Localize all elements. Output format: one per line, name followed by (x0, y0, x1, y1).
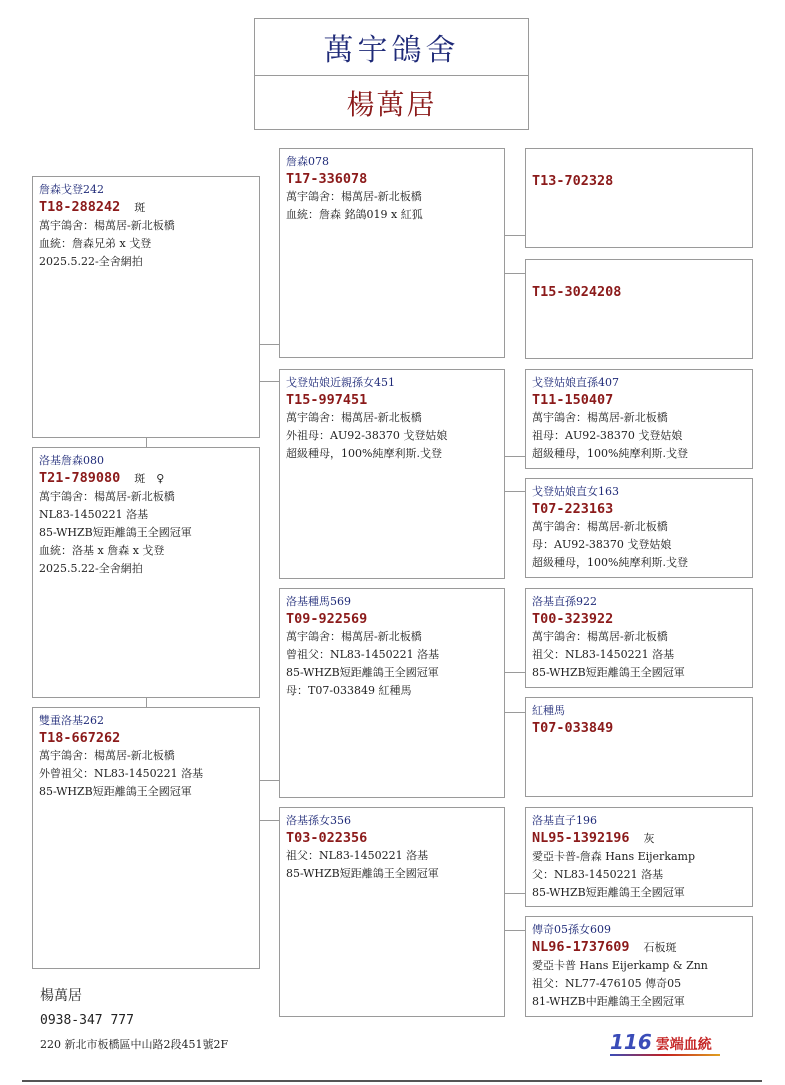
ring-number: T03-022356 (286, 830, 368, 846)
info-line: 萬宇鴿舍：楊萬居-新北板橋 (39, 219, 175, 232)
ancestor-card-6 (525, 697, 753, 797)
pigeon-name: 紅種馬 (532, 704, 565, 717)
connector (504, 273, 525, 274)
info-line: 祖父：NL77-476105 傳奇05 (532, 977, 682, 990)
info-line: 85-WHZB短距離鴿王全國冠軍 (39, 526, 192, 539)
info-line: 父：NL83-1450221 洛基 (532, 868, 664, 881)
pigeon-name: 戈登姑娘直孫407 (532, 376, 619, 389)
pigeon-name: 洛基孫女356 (286, 814, 351, 827)
info-line: 超級種母，100%純摩利斯.戈登 (286, 447, 442, 460)
color-mark: 斑 ♀ (134, 472, 165, 485)
info-line: 血統：洛基 x 詹森 x 戈登 (39, 544, 165, 557)
logo-number: 116 (610, 1030, 652, 1054)
ring-number: T09-922569 (286, 611, 368, 627)
color-mark: 石板斑 (643, 941, 677, 954)
info-line: 血統：詹森兄弟 x 戈登 (39, 237, 152, 250)
pigeon-name: 傳奇05孫女609 (532, 923, 611, 936)
info-line: 萬宇鴿舍：楊萬居-新北板橋 (532, 520, 668, 533)
contact-phone: 0938-347 777 (40, 1013, 134, 1028)
connector (146, 697, 147, 707)
pedigree-header (254, 18, 529, 130)
connector (259, 344, 279, 345)
info-line: 祖父：NL83-1450221 洛基 (532, 648, 675, 661)
sire-dam-card (279, 369, 505, 579)
info-line: 85-WHZB短距離鴿王全國冠軍 (286, 867, 439, 880)
owner-name: 楊萬居 (346, 88, 437, 121)
ring-number: NL96-1737609 石板斑 (532, 939, 677, 955)
brand-logo (610, 1030, 720, 1054)
contact-address: 220 新北市板橋區中山路2段451號2F (40, 1038, 229, 1051)
ancestor-card-2 (525, 259, 753, 359)
color-mark: 灰 (643, 832, 655, 845)
info-line: 曾祖父：NL83-1450221 洛基 (286, 648, 440, 661)
pigeon-name: 洛基種馬569 (286, 595, 351, 608)
dam-dam-parent-card (279, 807, 505, 1017)
info-line: 血統：詹森 銘鴿019 x 紅狐 (286, 208, 423, 221)
connector (504, 235, 525, 236)
info-line: 祖母：AU92-38370 戈登姑娘 (532, 429, 683, 442)
ring-number: T07-033849 (532, 720, 614, 736)
info-line: 母：T07-033849 紅種馬 (286, 684, 412, 697)
info-line: NL83-1450221 洛基 (39, 508, 149, 521)
ancestor-card-8 (525, 916, 753, 1017)
ring-number: T00-323922 (532, 611, 614, 627)
info-line: 萬宇鴿舍：楊萬居-新北板橋 (286, 411, 422, 424)
info-line: 萬宇鴿舍：楊萬居-新北板橋 (39, 490, 175, 503)
connector (504, 712, 525, 713)
ancestor-card-3 (525, 369, 753, 469)
ring-number: T15-997451 (286, 392, 368, 408)
connector (504, 672, 525, 673)
info-line: 85-WHZB短距離鴿王全國冠軍 (286, 666, 439, 679)
pigeon-name: 詹森戈登242 (39, 183, 104, 196)
ancestor-card-7 (525, 807, 753, 907)
dam-dam-card (32, 707, 260, 969)
info-line: 祖父：NL83-1450221 洛基 (286, 849, 429, 862)
pigeon-name: 洛基直子196 (532, 814, 597, 827)
subject-card (32, 176, 260, 438)
pigeon-name: 戈登姑娘直女163 (532, 485, 619, 498)
pigeon-name: 洛基直孫922 (532, 595, 597, 608)
ancestor-card-5 (525, 588, 753, 688)
info-line: 2025.5.22-全舍網拍 (39, 562, 143, 575)
ring-number: T13-702328 (532, 173, 614, 189)
connector (259, 381, 279, 382)
loft-name: 萬宇鴿舍 (255, 19, 528, 76)
info-line: 萬宇鴿舍：楊萬居-新北板橋 (532, 630, 668, 643)
connector (259, 820, 279, 821)
connector (504, 456, 525, 457)
color-mark: 斑 (134, 201, 146, 214)
info-line: 超級種母，100%純摩利斯.戈登 (532, 556, 688, 569)
info-line: 愛亞卡普 Hans Eijerkamp & Znn (532, 959, 708, 972)
info-line: 2025.5.22-全舍網拍 (39, 255, 143, 268)
bottom-divider (22, 1080, 762, 1082)
ring-number: T18-288242 斑 (39, 199, 146, 215)
info-line: 85-WHZB短距離鴿王全國冠軍 (39, 785, 192, 798)
info-line: 超級種母，100%純摩利斯.戈登 (532, 447, 688, 460)
info-line: 外曾祖父：NL83-1450221 洛基 (39, 767, 204, 780)
dam-sire-card (279, 588, 505, 798)
ring-number: T07-223163 (532, 501, 614, 517)
info-line: 萬宇鴿舍：楊萬居-新北板橋 (39, 749, 175, 762)
ring-number: T11-150407 (532, 392, 614, 408)
info-line: 母：AU92-38370 戈登姑娘 (532, 538, 672, 551)
ancestor-card-4 (525, 478, 753, 578)
info-line: 85-WHZB短距離鴿王全國冠軍 (532, 886, 685, 899)
pigeon-name: 洛基詹森080 (39, 454, 104, 467)
info-line: 81-WHZB中距離鴿王全國冠軍 (532, 995, 685, 1008)
sire-card (279, 148, 505, 358)
logo-text: 雲端血統 (655, 1037, 712, 1053)
info-line: 萬宇鴿舍：楊萬居-新北板橋 (286, 630, 422, 643)
info-line: 外祖母：AU92-38370 戈登姑娘 (286, 429, 448, 442)
connector (259, 780, 279, 781)
ring-number: NL95-1392196 灰 (532, 830, 655, 846)
connector (504, 893, 525, 894)
pigeon-name: 戈登姑娘近親孫女451 (286, 376, 395, 389)
ring-number: T21-789080 斑 ♀ (39, 470, 165, 486)
info-line: 愛亞卡普-詹森 Hans Eijerkamp (532, 850, 696, 863)
contact-footer (40, 985, 228, 1052)
ring-number: T17-336078 (286, 171, 368, 187)
ring-number: T15-3024208 (532, 284, 622, 300)
info-line: 萬宇鴿舍：楊萬居-新北板橋 (532, 411, 668, 424)
ring-number: T18-667262 (39, 730, 121, 746)
connector (504, 930, 525, 931)
dam-card (32, 447, 260, 698)
contact-name: 楊萬居 (40, 988, 82, 1004)
connector (504, 491, 525, 492)
info-line: 萬宇鴿舍：楊萬居-新北板橋 (286, 190, 422, 203)
pigeon-name: 詹森078 (286, 155, 329, 168)
logo-underline (610, 1054, 720, 1056)
connector (146, 437, 147, 447)
info-line: 85-WHZB短距離鴿王全國冠軍 (532, 666, 685, 679)
ancestor-card-1 (525, 148, 753, 248)
pigeon-name: 雙重洛基262 (39, 714, 104, 727)
